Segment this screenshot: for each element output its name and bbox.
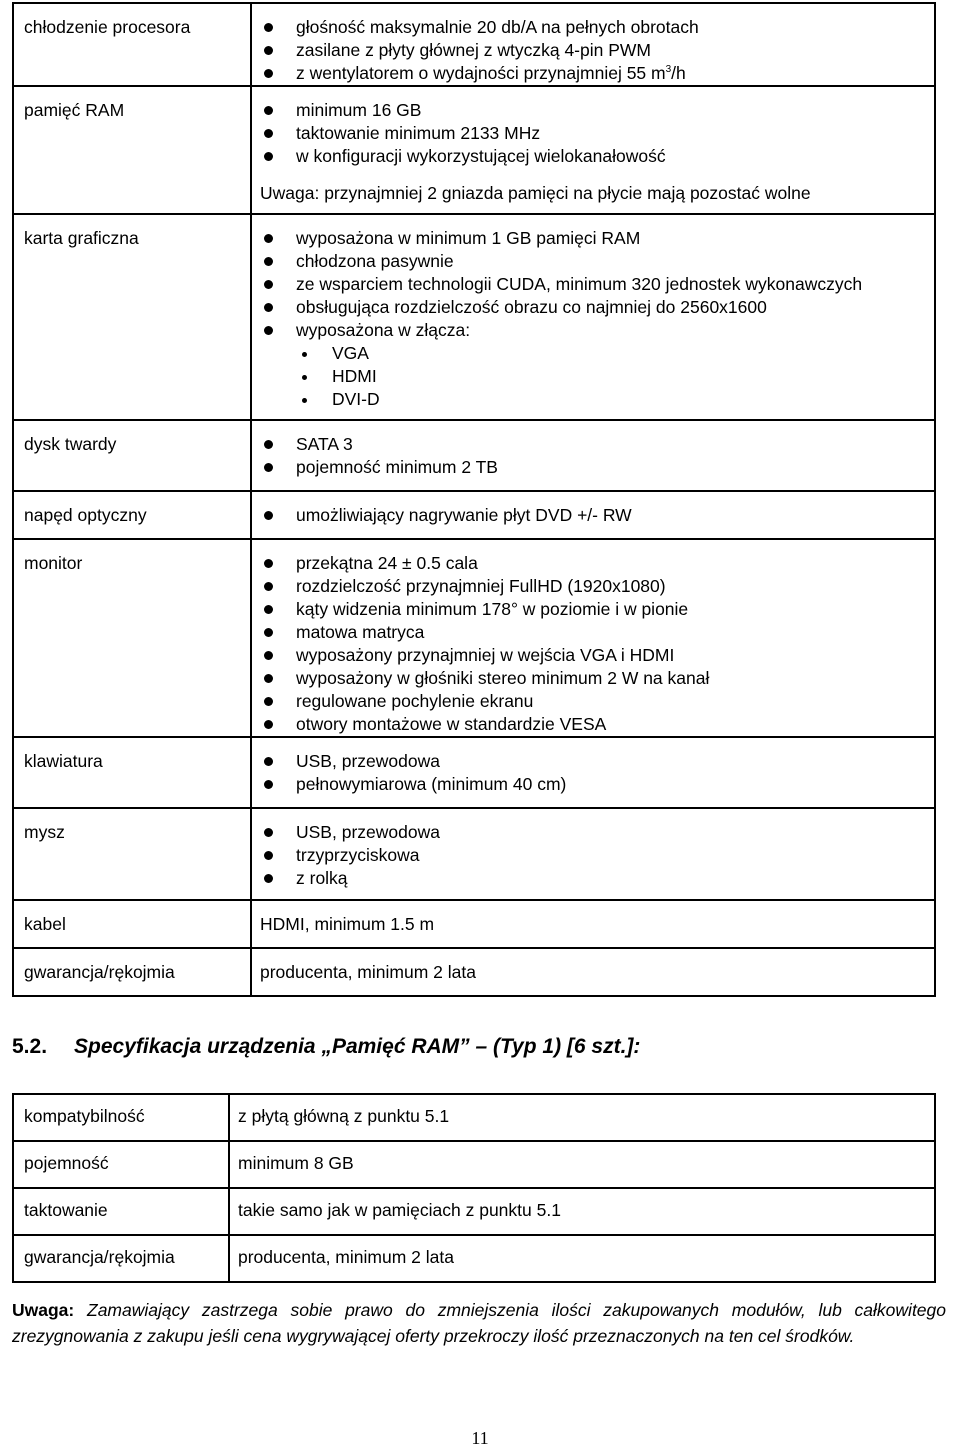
table-row bbox=[13, 808, 935, 900]
list-item: SATA 3 bbox=[260, 433, 926, 456]
row-content bbox=[251, 808, 935, 900]
list-item: z rolką bbox=[260, 867, 926, 890]
list-item: matowa matryca bbox=[260, 621, 926, 644]
row-content bbox=[251, 737, 935, 808]
list-item: taktowanie minimum 2133 MHz bbox=[260, 122, 926, 145]
sub-list-item: HDMI bbox=[260, 365, 926, 388]
list-item: wyposażony w głośniki stereo minimum 2 W na kanał bbox=[260, 667, 926, 690]
row-label: kompatybilność bbox=[13, 1094, 229, 1141]
list-item: otwory montażowe w standardzie VESA bbox=[260, 713, 926, 736]
row-value: HDMI, minimum 1.5 m bbox=[251, 900, 935, 948]
row-label: pojemność bbox=[13, 1141, 229, 1188]
table-row bbox=[13, 1235, 935, 1282]
row-value: takie samo jak w pamięciach z punktu 5.1 bbox=[229, 1188, 935, 1235]
section-heading bbox=[12, 1035, 640, 1059]
row-label: chłodzenie procesora bbox=[13, 3, 251, 86]
table-row bbox=[13, 737, 935, 808]
row-value: z płytą główną z punktu 5.1 bbox=[229, 1094, 935, 1141]
list-item: trzyprzyciskowa bbox=[260, 844, 926, 867]
row-content bbox=[251, 86, 935, 214]
table-row bbox=[13, 86, 935, 214]
table-row bbox=[13, 3, 935, 86]
table-row bbox=[13, 491, 935, 539]
list-item: umożliwiający nagrywanie płyt DVD +/- RW bbox=[260, 504, 926, 527]
row-label: kabel bbox=[13, 900, 251, 948]
row-content bbox=[251, 420, 935, 491]
list-item: minimum 16 GB bbox=[260, 99, 926, 122]
list-item: przekątna 24 ± 0.5 cala bbox=[260, 552, 926, 575]
row-content bbox=[251, 214, 935, 420]
list-item: głośność maksymalnie 20 db/A na pełnych obrotach bbox=[260, 16, 926, 39]
bullet-list bbox=[260, 99, 926, 168]
spec-table-computer bbox=[12, 2, 936, 997]
list-item: kąty widzenia minimum 178° w poziomie i w pionie bbox=[260, 598, 926, 621]
note-text: Zamawiający zastrzega sobie prawo do zmniejszenia ilości zakupowanych modułów, lub całkowitego zrezygnowania z zakupu jeśli cena wygrywającej oferty przekroczy ilość przeznaczonych na ten cel środków. bbox=[12, 1300, 947, 1346]
sub-list-item: DVI-D bbox=[260, 388, 926, 411]
list-item: USB, przewodowa bbox=[260, 750, 926, 773]
section-title: Specyfikacja urządzenia „Pamięć RAM” – (Typ 1) [6 szt.]: bbox=[74, 1035, 641, 1058]
table-row bbox=[13, 1094, 935, 1141]
table-row bbox=[13, 948, 935, 996]
table-row bbox=[13, 1188, 935, 1235]
row-label: napęd optyczny bbox=[13, 491, 251, 539]
bullet-list bbox=[260, 433, 926, 479]
spec-table-ram bbox=[12, 1093, 936, 1283]
list-item: regulowane pochylenie ekranu bbox=[260, 690, 926, 713]
table-row bbox=[13, 1141, 935, 1188]
table-row bbox=[13, 420, 935, 491]
list-item: ze wsparciem technologii CUDA, minimum 320 jednostek wykonawczych bbox=[260, 273, 926, 296]
table-row bbox=[13, 539, 935, 737]
list-item: USB, przewodowa bbox=[260, 821, 926, 844]
row-value: producenta, minimum 2 lata bbox=[229, 1235, 935, 1282]
row-label: pamięć RAM bbox=[13, 86, 251, 214]
table-row bbox=[13, 214, 935, 420]
row-label: gwarancja/rękojmia bbox=[13, 1235, 229, 1282]
list-item: w konfiguracji wykorzystującej wielokanałowość bbox=[260, 145, 926, 168]
row-label: monitor bbox=[13, 539, 251, 737]
bullet-list bbox=[260, 821, 926, 890]
row-content bbox=[251, 3, 935, 86]
row-label: karta graficzna bbox=[13, 214, 251, 420]
page-number: 11 bbox=[471, 1428, 489, 1448]
table-row bbox=[13, 900, 935, 948]
list-item: chłodzona pasywnie bbox=[260, 250, 926, 273]
note-lead: Uwaga: bbox=[12, 1300, 75, 1320]
list-item: obsługująca rozdzielczość obrazu co najmniej do 2560x1600 bbox=[260, 296, 926, 319]
note-paragraph bbox=[12, 1297, 946, 1349]
sub-list-item: VGA bbox=[260, 342, 926, 365]
list-item-text: /h bbox=[671, 63, 686, 83]
row-content bbox=[251, 491, 935, 539]
bullet-list bbox=[260, 552, 926, 736]
list-item bbox=[260, 62, 926, 85]
row-label: mysz bbox=[13, 808, 251, 900]
row-label: dysk twardy bbox=[13, 420, 251, 491]
bullet-list bbox=[260, 16, 926, 85]
row-value: minimum 8 GB bbox=[229, 1141, 935, 1188]
list-item: wyposażony przynajmniej w wejścia VGA i HDMI bbox=[260, 644, 926, 667]
list-item: zasilane z płyty głównej z wtyczką 4-pin PWM bbox=[260, 39, 926, 62]
row-label: taktowanie bbox=[13, 1188, 229, 1235]
list-item: rozdzielczość przynajmniej FullHD (1920x1080) bbox=[260, 575, 926, 598]
row-note: Uwaga: przynajmniej 2 gniazda pamięci na płycie mają pozostać wolne bbox=[260, 183, 811, 203]
bullet-list bbox=[260, 504, 926, 527]
list-item: pojemność minimum 2 TB bbox=[260, 456, 926, 479]
row-value: producenta, minimum 2 lata bbox=[251, 948, 935, 996]
row-label: gwarancja/rękojmia bbox=[13, 948, 251, 996]
sub-bullet-list bbox=[260, 342, 926, 411]
list-item: wyposażona w złącza: bbox=[260, 319, 926, 342]
superscript: 3 bbox=[665, 64, 672, 76]
bullet-list bbox=[260, 227, 926, 342]
section-number: 5.2. bbox=[12, 1035, 48, 1058]
list-item: pełnowymiarowa (minimum 40 cm) bbox=[260, 773, 926, 796]
row-label: klawiatura bbox=[13, 737, 251, 808]
list-item: wyposażona w minimum 1 GB pamięci RAM bbox=[260, 227, 926, 250]
list-item-text: z wentylatorem o wydajności przynajmniej 55 m bbox=[296, 63, 666, 83]
row-content bbox=[251, 539, 935, 737]
bullet-list bbox=[260, 750, 926, 796]
